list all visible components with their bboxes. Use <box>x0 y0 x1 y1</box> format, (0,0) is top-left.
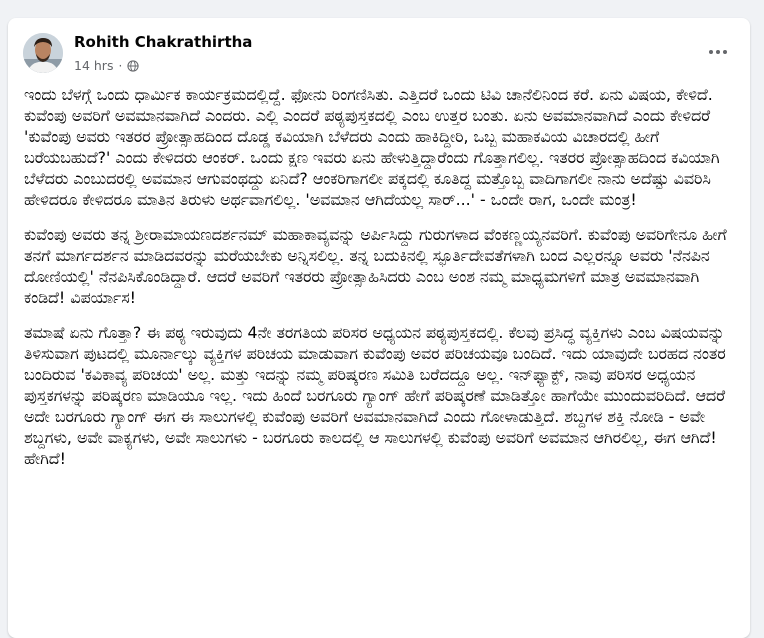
post-body <box>24 84 736 469</box>
profile-photo-icon <box>23 33 63 73</box>
more-options-button[interactable] <box>704 38 732 66</box>
ellipsis-icon <box>709 50 713 54</box>
post-meta <box>74 58 139 73</box>
post-paragraph: ಕುವೆಂಪು ಅವರು ತನ್ನ ಶ್ರೀರಾಮಾಯಣದರ್ಶನಮ್ ಮಹಾಕಾವ್ಯವನ್ನು ಅರ್ಪಿಸಿದ್ದು ಗುರುಗಳಾದ ವೆಂಕಣ್ಣಯ್ಯನವರಿಗೆ. ಕುವೆಂಪು ಅವರಿಗೇನೂ ಹೀಗೆ ತನಗೆ ಮಾರ್ಗದರ್ಶನ ಮಾಡಿದವರನ್ನು ಮರೆಯಬೇಕು ಅನ್ನಿಸಲಿಲ್ಲ. ತನ್ನ ಬದುಕಿನಲ್ಲಿ ಸ್ಫೂರ್ತಿದೇವತೆಗಳಾಗಿ ಬಂದ ಎಲ್ಲರನ್ನೂ ಅವರು 'ನೆನಪಿನ ದೋಣಿಯಲ್ಲಿ' ನೆನಪಿಸಿಕೊಂಡಿದ್ದಾರೆ. ಆದರೆ ಅವರಿಗೆ ಇತರರು ಪ್ರೋತ್ಸಾಹಿಸಿದರು ಎಂಬ ಅಂಶ ನಮ್ಮ ಮಾಧ್ಯಮಗಳಿಗೆ ಮಾತ್ರ ಅವಮಾನವಾಗಿ ಕಂಡಿದೆ! ವಿಪರ್ಯಾಸ! <box>24 225 727 307</box>
post-time[interactable]: 14 hrs <box>74 58 114 73</box>
post-card <box>8 18 750 638</box>
ellipsis-dot <box>723 50 727 54</box>
author-name[interactable]: Rohith Chakrathirtha <box>74 33 253 51</box>
author-avatar[interactable] <box>23 33 63 73</box>
post-paragraph: ಇಂದು ಬೆಳಗ್ಗೆ ಒಂದು ಧಾರ್ಮಿಕ ಕಾರ್ಯಕ್ರಮದಲ್ಲಿದ್ದೆ. ಫೋನು ರಿಂಗಣಿಸಿತು. ಎತ್ತಿದರೆ ಒಂದು ಟಿವಿ ಚಾನೆಲಿನಿಂದ ಕರೆ. ಏನು ವಿಷಯ, ಕೇಳಿದೆ. ಕುವೆಂಪು ಅವರಿಗೆ ಅವಮಾನವಾಗಿದೆ ಎಂದರು. ಎಲ್ಲಿ ಎಂದರೆ ಪಠ್ಯಪುಸ್ತಕದಲ್ಲಿ ಎಂಬ ಉತ್ತರ ಬಂತು. ಏನು ಅವಮಾನವಾಗಿದೆ ಎಂದು ಕೇಳಿದರೆ 'ಕುವೆಂಪು ಅವರು ಇತರರ ಪ್ರೋತ್ಸಾಹದಿಂದ ದೊಡ್ಡ ಕವಿಯಾಗಿ ಬೆಳೆದರು ಎಂದು ಹಾಕಿದ್ದೀರಿ, ಒಬ್ಬ ಮಹಾಕವಿಯ ವಿಚಾರದಲ್ಲಿ ಹೀಗೆ ಬರೆಯಬಹುದೆ?' ಎಂದು ಕೇಳಿದರು ಆಂಕರ್. ಒಂದು ಕ್ಷಣ ಇವರು ಏನು ಹೇಳುತ್ತಿದ್ದಾರೆಂದು ಗೊತ್ತಾಗಲಿಲ್ಲ. ಇತರರ ಪ್ರೋತ್ಸಾಹದಿಂದ ಕವಿಯಾಗಿ ಬೆಳೆದರು ಎಂಬುದರಲ್ಲಿ ಅವಮಾನ ಆಗುವಂಥದ್ದು ಏನಿದೆ? ಆಂಕರಿಗಾಗಲೀ ಪಕ್ಕದಲ್ಲಿ ಕೂತಿದ್ದ ಮತ್ತೊಬ್ಬ ವಾದಿಗಾಗಲೀ ನಾನು ಅದೆಷ್ಟು ವಿವರಿಸಿ ಹೇಳಿದರೂ ಕೇಳಿದರೂ ಮಾತಿನ ತಿರುಳು ಅರ್ಥವಾಗಲಿಲ್ಲ. 'ಅವಮಾನ ಆಗಿದೆಯಲ್ಲ ಸಾರ್...' - ಒಂದೇ ರಾಗ, ಒಂದೇ ಮಂತ್ರ! <box>24 85 720 209</box>
globe-icon[interactable] <box>127 60 139 72</box>
ellipsis-dot <box>716 50 720 54</box>
post-paragraph: ತಮಾಷೆ ಏನು ಗೊತ್ತಾ? ಈ ಪಠ್ಯ ಇರುವುದು 4ನೇ ತರಗತಿಯ ಪರಿಸರ ಅಧ್ಯಯನ ಪಠ್ಯಪುಸ್ತಕದಲ್ಲಿ. ಕೆಲವು ಪ್ರಸಿದ್ಧ ವ್ಯಕ್ತಿಗಳು ಎಂಬ ವಿಷಯವನ್ನು ತಿಳಿಸುವಾಗ ಪುಟದಲ್ಲಿ ಮೂರ್ನಾಲ್ಕು ವ್ಯಕ್ತಿಗಳ ಪರಿಚಯ ಮಾಡುವಾಗ ಕುವೆಂಪು ಅವರ ಪರಿಚಯವೂ ಬಂದಿದೆ. ಇದು ಯಾವುದೇ ಬರಹದ ನಂತರ ಬಂದಿರುವ 'ಕವಿಕಾವ್ಯ ಪರಿಚಯ' ಅಲ್ಲ. ಮತ್ತು ಇದನ್ನು ನಮ್ಮ ಪರಿಷ್ಕರಣ ಸಮಿತಿ ಬರೆದದ್ದೂ ಅಲ್ಲ. ಇನ್‌ಫ್ಯಾಕ್ಟ್, ನಾವು ಪರಿಸರ ಅಧ್ಯಯನ ಪುಸ್ತಕಗಳನ್ನು ಪರಿಷ್ಕರಣ ಮಾಡಿಯೂ ಇಲ್ಲ. ಇದು ಹಿಂದೆ ಬರಗೂರು ಗ್ಯಾಂಗ್ ಹೇಗೆ ಪರಿಷ್ಕರಣೆ ಮಾಡಿತ್ತೋ ಹಾಗೆಯೇ ಮುಂದುವರಿದಿದೆ. ಆದರೆ ಅದೇ ಬರಗೂರು ಗ್ಯಾಂಗ್ ಈಗ ಈ ಸಾಲುಗಳಲ್ಲಿ ಕುವೆಂಪು ಅವರಿಗೆ ಅವಮಾನವಾಗಿದೆ ಎಂದು ಗೋಳಾಡುತ್ತಿದೆ. ಶಬ್ದಗಳ ಶಕ್ತಿ ನೋಡಿ - ಅವೇ ಶಬ್ದಗಳು, ಅವೇ ವಾಕ್ಯಗಳು, ಅವೇ ಸಾಲುಗಳು - ಬರಗೂರು ಕಾಲದಲ್ಲಿ ಆ ಸಾಲುಗಳಲ್ಲಿ ಕುವೆಂಪು ಅವರಿಗೆ ಅವಮಾನ ಆಗಿರಲಿಲ್ಲ, ಈಗ ಆಗಿದೆ! ಹೇಗಿದೆ! <box>24 323 726 468</box>
meta-separator: · <box>118 58 123 73</box>
